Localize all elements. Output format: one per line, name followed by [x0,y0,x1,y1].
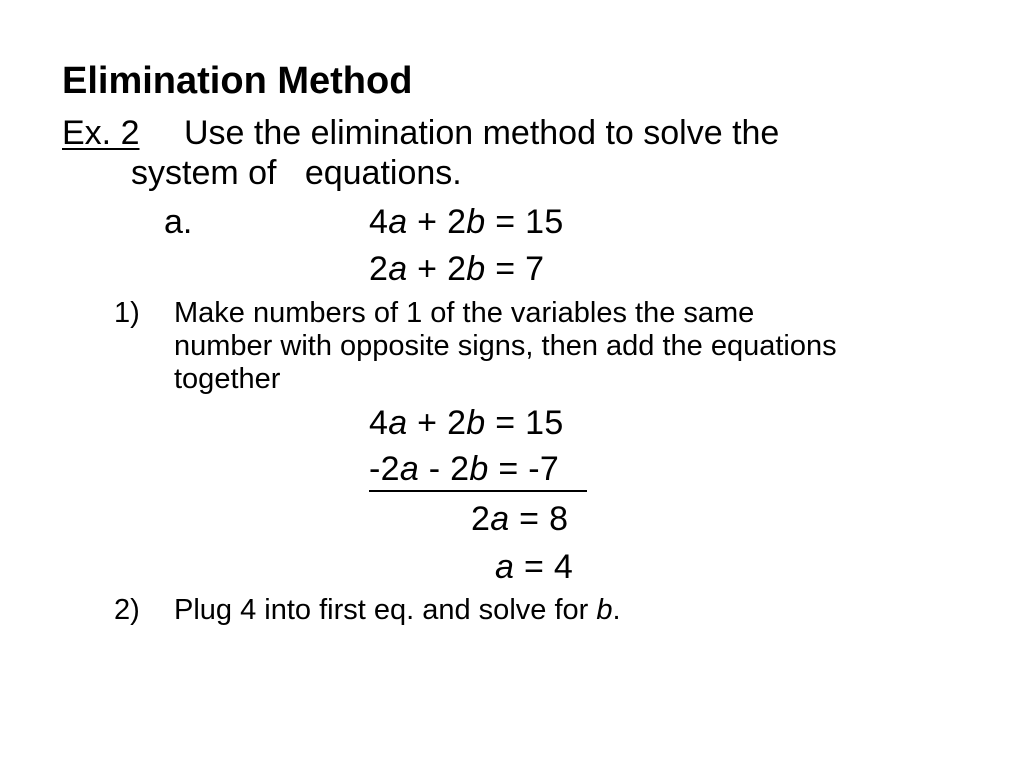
step1-line-2: number with opposite signs, then add the equations [174,330,837,362]
elim-equation-2 [369,450,559,489]
elim1-var-a: a [388,404,408,442]
result1-var: a [490,500,510,538]
eq2-rhs: = 7 [485,250,545,288]
elim1-op: + 2 [407,404,467,442]
elim-equation-1 [369,404,564,443]
step2-var: b [596,594,613,626]
elim1-coef-a: 4 [369,404,389,442]
sum-line [369,490,587,492]
instruction-line-1: Use the elimination method to solve the [184,114,780,152]
equation-2 [369,250,544,289]
result-equation-2 [495,548,573,587]
eq1-rhs: = 15 [485,203,564,241]
elim2-coef-a: -2 [369,450,400,488]
eq1-coef-a: 4 [369,203,389,241]
eq2-var-b: b [466,250,486,288]
step2-text [174,594,621,627]
eq2-coef-a: 2 [369,250,389,288]
eq2-op: + 2 [407,250,467,288]
elim2-rhs: = -7 [488,450,560,488]
result1-coef: 2 [471,500,491,538]
result-equation-1 [471,500,568,539]
part-label: a. [164,203,193,241]
slide-title: Elimination Method [62,60,413,102]
step2-number: 2) [114,594,140,626]
result1-rhs: = 8 [509,500,569,538]
elim2-var-b: b [469,450,489,488]
step2-text-main: Plug 4 into first eq. and solve for [174,594,597,626]
eq2-var-a: a [388,250,408,288]
elim1-rhs: = 15 [485,404,564,442]
step2-end: . [612,594,621,626]
step1-line-3: together [174,363,281,395]
elim1-var-b: b [466,404,486,442]
step1-line-1: Make numbers of 1 of the variables the same [174,297,755,329]
step1-number: 1) [114,297,140,329]
eq1-var-b: b [466,203,486,241]
result2-var: a [495,548,515,586]
example-label: Ex. 2 [62,114,140,152]
eq1-op: + 2 [407,203,467,241]
equation-1 [369,203,564,242]
elim2-op: - 2 [419,450,470,488]
elim2-var-a: a [399,450,420,488]
result2-rhs: = 4 [514,548,574,586]
eq1-var-a: a [388,203,408,241]
instruction-line-2: system of equations. [131,154,462,192]
